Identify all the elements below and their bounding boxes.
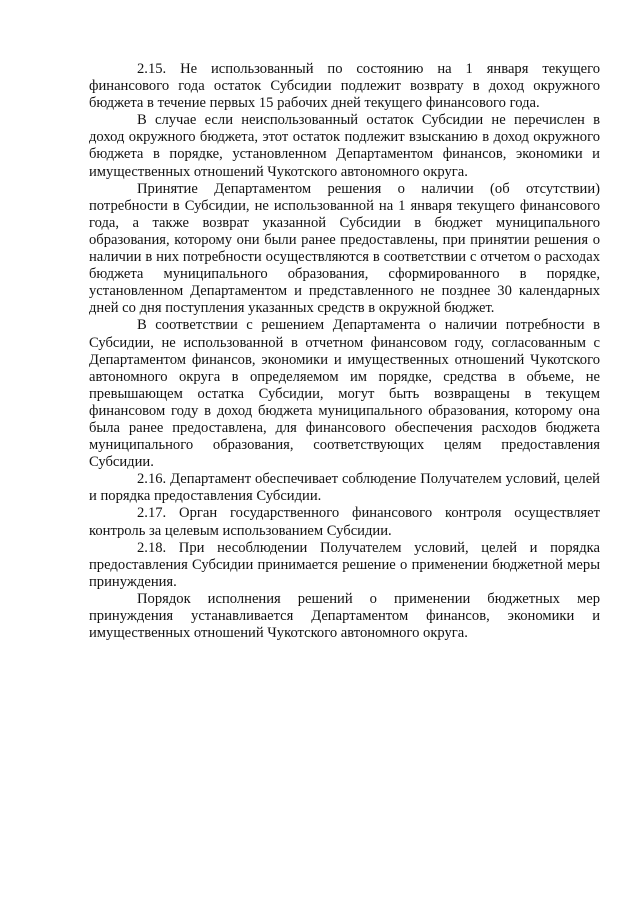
paragraph-2-17: 2.17. Орган государственного финансового контроля осуществляет контроль за целевым использованием Субсидии.	[89, 505, 600, 539]
paragraph-return-to-municipal-budget: В соответствии с решением Департамента о наличии потребности в Субсидии, не использованной в отчетном финансовом году, согласованным с Департаментом финансов, экономики и имущественных отношений Чукотского автономного округа в определяемом им порядке, средства в объеме, не превышающем остатка Субсидии, могут быть возвращены в текущем финансовом году в доход бюджета муниципального образования, которому она была ранее предоставлена, для финансового обеспечения расходов бюджета муниципального образования, соответствующих целям предоставления Субсидии.	[89, 317, 600, 471]
paragraph-unused-balance-recovery: В случае если неиспользованный остаток Субсидии не перечислен в доход окружного бюджета, этот остаток подлежит взысканию в доход окружного бюджета в порядке, установленном Департаментом финансов, экономики и имущественных отношений Чукотского автономного округа.	[89, 112, 600, 180]
paragraph-2-16: 2.16. Департамент обеспечивает соблюдение Получателем условий, целей и порядка предоставления Субсидии.	[89, 471, 600, 505]
document-body	[89, 61, 600, 642]
paragraph-enforcement-procedure: Порядок исполнения решений о применении бюджетных мер принуждения устанавливается Департаментом финансов, экономики и имущественных отношений Чукотского автономного округа.	[89, 590, 600, 642]
paragraph-2-15: 2.15. Не использованный по состоянию на 1 января текущего финансового года остаток Субсидии подлежит возврату в доход окружного бюджета в течение первых 15 рабочих дней текущего финансового года.	[89, 61, 600, 112]
paragraph-2-18: 2.18. При несоблюдении Получателем условий, целей и порядка предоставления Субсидии принимается решение о применении бюджетной меры принуждения.	[89, 539, 600, 590]
paragraph-need-decision: Принятие Департаментом решения о наличии (об отсутствии) потребности в Субсидии, не использованной на 1 января текущего финансового года, а также возврат указанной Субсидии в бюджет муниципального образования, которому они были ранее предоставлены, при принятии решения о наличии в них потребности осуществляются в соответствии с отчетом о расходах бюджета муниципального образования, сформированного в порядке, установленном Департаментом и представленного не позднее 30 календарных дней со дня поступления указанных средств в окружной бюджет.	[89, 180, 600, 317]
